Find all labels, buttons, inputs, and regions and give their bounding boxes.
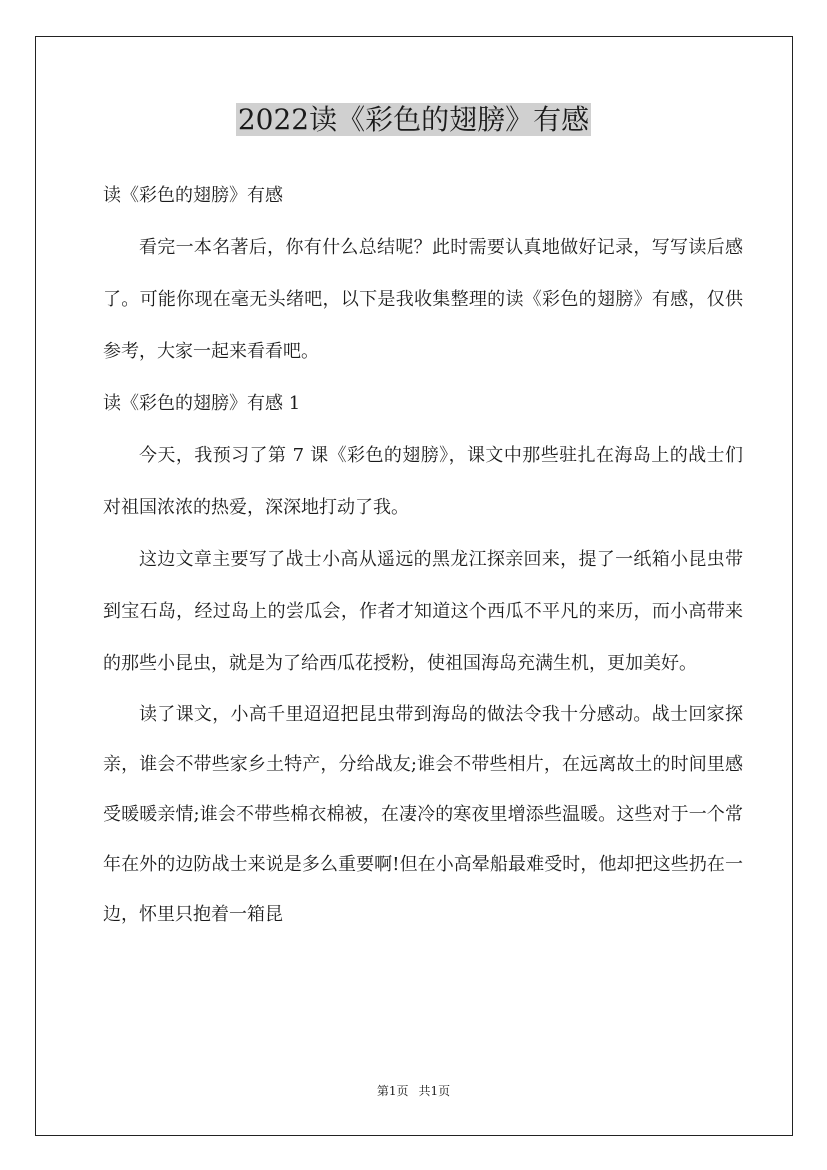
paragraph-subheading: 读《彩色的翅膀》有感 1 [103,393,301,414]
document-title-text: 2022读《彩色的翅膀》有感 [237,103,590,136]
paragraph-1: 今天，我预习了第 7 课《彩色的翅膀》，课文中那些驻扎在海岛上的战士们对祖国浓浓的热爱，深深地打动了我。 [103,445,743,518]
paragraph-2: 这边文章主要写了战士小高从遥远的黑龙江探亲回来，提了一纸箱小昆虫带到宝石岛，经过岛上的尝瓜会，作者才知道这个西瓜不平凡的来历，而小高带来的那些小昆虫，就是为了给西瓜花授粉，使祖国海岛充满生机，更加美好。 [103,549,743,674]
document-title [0,100,827,140]
paragraph-intro: 看完一本名著后，你有什么总结呢？此时需要认真地做好记录，写写读后感了。可能你现在毫无头绪吧，以下是我收集整理的读《彩色的翅膀》有感，仅供参考，大家一起来看看吧。 [103,237,743,362]
paragraph-heading: 读《彩色的翅膀》有感 [103,185,283,206]
page-number: 第1页 [376,1084,409,1098]
page-footer [0,1083,827,1099]
page-total: 共1页 [418,1084,451,1098]
paragraph-3: 读了课文，小高千里迢迢把昆虫带到海岛的做法令我十分感动。战士回家探亲，谁会不带些家乡土特产，分给战友;谁会不带些相片，在远离故土的时间里感受暖暖亲情;谁会不带些棉衣棉被，在凄冷的寒夜里增添些温暖。这些对于一个常年在外的边防战士来说是多么重要啊!但在小高晕船最难受时，他却把这些扔在一边，怀里只抱着一箱昆 [103,704,743,925]
document-body [103,170,743,940]
